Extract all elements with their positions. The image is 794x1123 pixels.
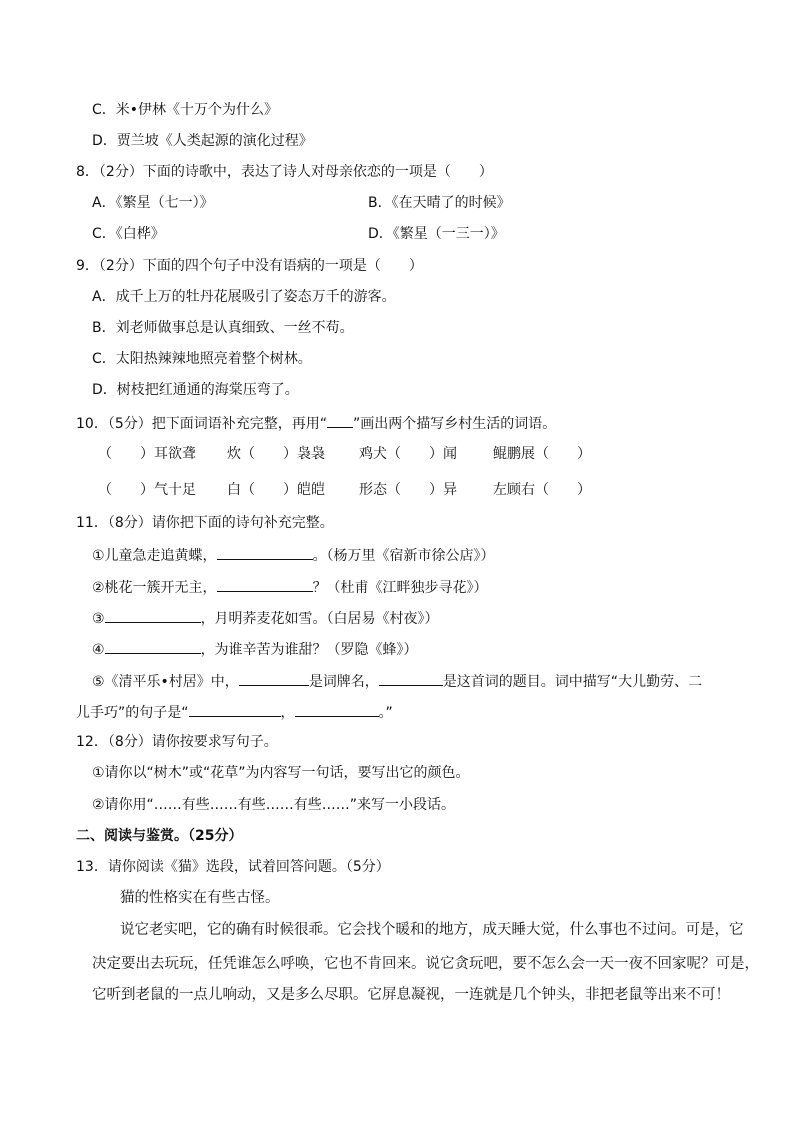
q10-word-8: 左顾右（ ） <box>493 482 591 498</box>
q11-line-2-start: ②桃花一簇开无主， <box>92 580 217 596</box>
q12-item-2: ②请你用“……有些……有些……有些……”来写一小段话。 <box>92 797 456 813</box>
q11-line-4-end: ，为谁辛苦为谁甜？（罗隐《蜂》） <box>200 642 418 658</box>
q11-line-2-end: ？（杜甫《江畔独步寻花》） <box>312 580 488 596</box>
q11-line-5-mid: 是词牌名， <box>308 674 379 690</box>
answer-blank <box>239 670 309 686</box>
passage-line: 它听到老鼠的一点儿响动，又是多么尽职。它屏息凝视，一连就是几个钟头，非把老鼠等出来不可！ <box>92 987 730 1003</box>
q9-option-b: B．刘老师做事总是认真细致、一丝不苟。 <box>92 320 354 336</box>
q11-line-1-end: 。（杨万里《宿新市徐公店》） <box>312 548 495 564</box>
q7-option-d: D．贾兰坡《人类起源的演化过程》 <box>92 133 313 149</box>
q11-line-6-end: 。” <box>378 705 393 721</box>
q10-stem-start: 10．（5分）把下面词语补充完整，再用“ <box>76 416 327 432</box>
q12-item-1: ①请你以“树木”或“花草”为内容写一句话，要写出它的颜色。 <box>92 765 470 781</box>
q10-word-3: 鸡犬（ ）闻 <box>359 446 457 462</box>
answer-blank <box>105 607 201 623</box>
q10-word-6: 白（ ）皑皑 <box>227 482 325 498</box>
q8-option-a: A．《繁星（七一）》 <box>92 195 214 211</box>
passage-line: 决定要出去玩玩，任凭谁怎么呼唤，它也不肯回来。说它贪玩吧，要不怎么会一天一夜不回家呢？可是， <box>92 956 759 972</box>
q10-word-7: 形态（ ）异 <box>359 482 457 498</box>
underline-sample <box>327 412 353 428</box>
q11-line-1-start: ①儿童急走追黄蝶， <box>92 548 217 564</box>
q11-line-2 <box>92 576 488 598</box>
q10-stem-end: ”画出两个描写乡村生活的词语。 <box>352 416 557 432</box>
q11-line-6 <box>76 701 393 723</box>
q11-line-5-end: 是这首词的题目。词中描写“大儿勤劳、二 <box>442 674 703 690</box>
q11-line-3 <box>92 607 439 629</box>
q10-word-1: （ ）耳欲聋 <box>98 446 196 462</box>
q8-option-c: C．《白桦》 <box>92 226 165 242</box>
q11-line-1 <box>92 544 495 566</box>
q11-line-3-start: ③ <box>92 611 105 627</box>
q8-option-d: D．《繁星（一三一）》 <box>368 226 505 242</box>
q11-line-4-start: ④ <box>92 642 105 658</box>
q12-stem: 12．（8分）请你按要求写句子。 <box>76 734 278 750</box>
answer-blank <box>295 701 379 717</box>
q8-option-b: B．《在天晴了的时候》 <box>368 195 511 211</box>
q11-line-5-start: ⑤《清平乐•村居》中， <box>92 674 239 690</box>
q10-word-5: （ ）气十足 <box>98 482 196 498</box>
q8-stem: 8．（2分）下面的诗歌中，表达了诗人对母亲依恋的一项是（ ） <box>76 164 493 180</box>
answer-blank <box>105 638 201 654</box>
q11-line-5 <box>92 670 702 692</box>
q7-option-c: C．米•伊林《十万个为什么》 <box>92 102 279 118</box>
q11-stem: 11．（8分）请你把下面的诗句补充完整。 <box>76 515 334 531</box>
passage-line: 猫的性格实在有些古怪。 <box>120 890 280 906</box>
q10-stem <box>76 412 556 434</box>
q11-line-4 <box>92 638 418 660</box>
section-title: 二、阅读与鉴赏。（25分） <box>76 828 243 844</box>
q10-word-4: 鲲鹏展（ ） <box>493 446 591 462</box>
answer-blank <box>217 544 313 560</box>
answer-blank <box>379 670 443 686</box>
q11-line-3-end: ，月明荞麦花如雪。（白居易《村夜》） <box>200 611 439 627</box>
q9-option-c: C．太阳热辣辣地照亮着整个树林。 <box>92 351 312 367</box>
q11-line-6-start: 儿手巧”的句子是“ <box>76 705 189 721</box>
passage-line: 说它老实吧，它的确有时候很乖。它会找个暖和的地方，成天睡大觉，什么事也不过问。可是，它 <box>120 922 744 938</box>
q10-word-2: 炊（ ）袅袅 <box>227 446 325 462</box>
q9-option-d: D．树枝把红通通的海棠压弯了。 <box>92 382 299 398</box>
answer-blank <box>189 701 281 717</box>
q9-option-a: A．成千上万的牡丹花展吸引了姿态万千的游客。 <box>92 289 396 305</box>
q9-stem: 9．（2分）下面的四个句子中没有语病的一项是（ ） <box>76 258 423 274</box>
answer-blank <box>217 576 313 592</box>
q13-stem: 13．请你阅读《猫》选段，试着回答问题。（5分） <box>76 859 390 875</box>
q11-line-6-comma: ， <box>280 705 295 721</box>
